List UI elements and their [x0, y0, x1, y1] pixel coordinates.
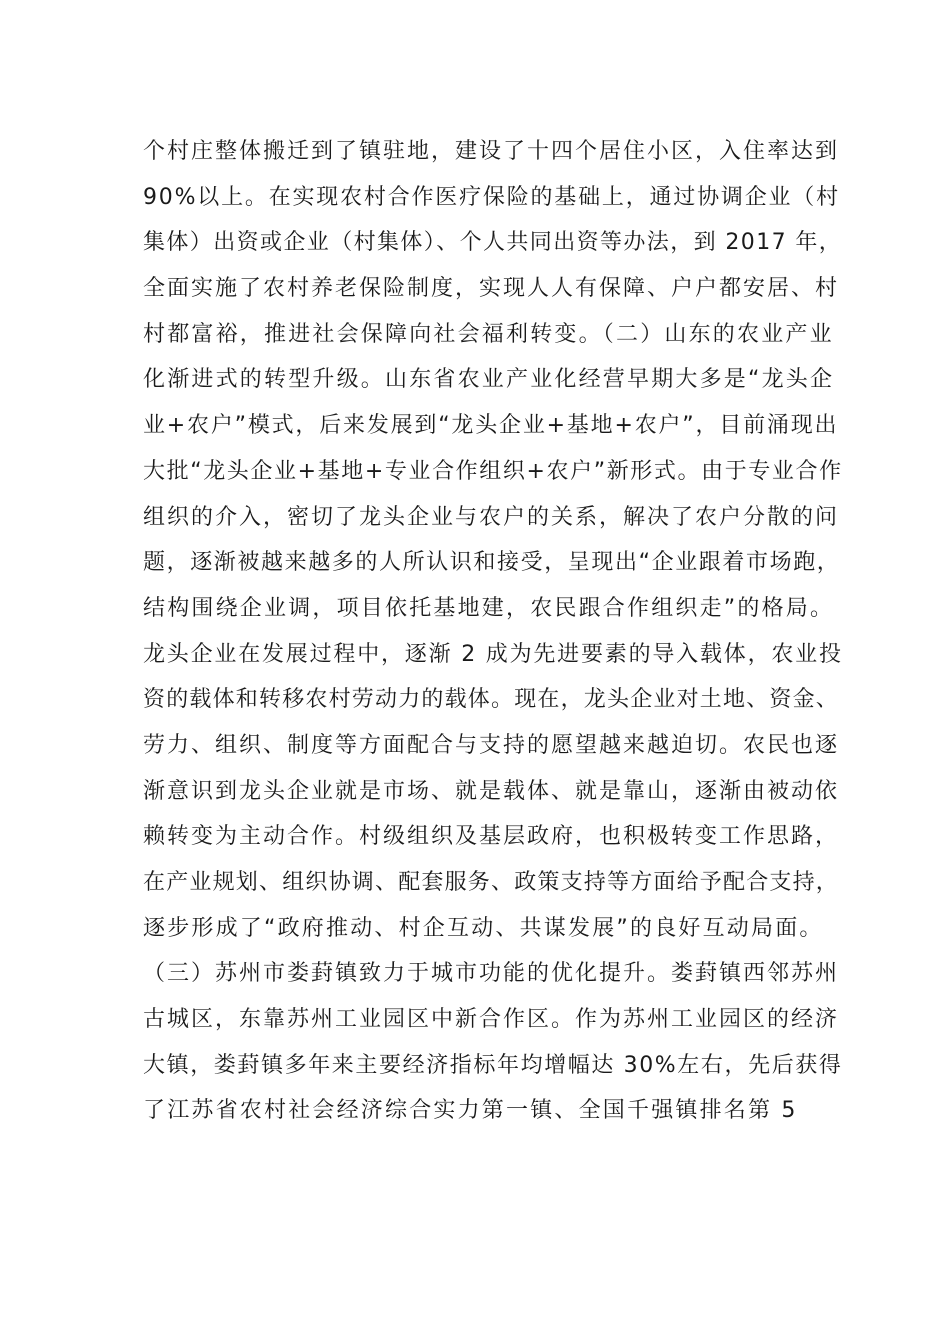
text-line: 龙头企业在发展过程中，逐渐 2 成为先进要素的导入载体，农业投: [143, 641, 843, 667]
text-line: 资的载体和转移农村劳动力的载体。现在，龙头企业对土地、资金、: [143, 687, 840, 713]
text-line: 组织的介入，密切了龙头企业与农户的关系，解决了农户分散的问: [143, 504, 840, 530]
text-line: 化渐进式的转型升级。山东省农业产业化经营早期大多是“龙头企: [143, 367, 835, 393]
text-line: 大镇，娄葑镇多年来主要经济指标年均增幅达 30%左右，先后获得: [143, 1052, 843, 1078]
text-line: 逐步形成了“政府推动、村企互动、共谋发展”的良好互动局面。: [143, 915, 824, 941]
text-line: 业+农户”模式，后来发展到“龙头企业+基地+农户”，目前涌现出: [143, 413, 839, 439]
text-line: 村都富裕，推进社会保障向社会福利转变。（二）山东的农业产业: [143, 321, 834, 347]
text-line: 结构围绕企业调，项目依托基地建，农民跟合作组织走”的格局。: [143, 595, 835, 621]
text-line: 劳力、组织、制度等方面配合与支持的愿望越来越迫切。农民也逐: [143, 732, 840, 758]
text-line: 大批“龙头企业+基地+专业合作组织+农户”新形式。由于专业合作: [143, 458, 843, 484]
text-line: （三）苏州市娄葑镇致力于城市功能的优化提升。娄葑镇西邻苏州: [143, 961, 840, 987]
body-text: [143, 134, 843, 1139]
text-line: 古城区，东靠苏州工业园区中新合作区。作为苏州工业园区的经济: [143, 1007, 840, 1033]
text-line: 赖转变为主动合作。村级组织及基层政府，也积极转变工作思路，: [143, 824, 840, 850]
text-line: 了江苏省农村社会经济综合实力第一镇、全国千强镇排名第 5: [143, 1098, 798, 1124]
text-line: 渐意识到龙头企业就是市场、就是载体、就是靠山，逐渐由被动依: [143, 778, 840, 804]
text-line: 题，逐渐被越来越多的人所认识和接受，呈现出“企业跟着市场跑，: [143, 550, 841, 576]
text-line: 在产业规划、组织协调、配套服务、政策支持等方面给予配合支持，: [143, 870, 840, 895]
text-line: 全面实施了农村养老保险制度，实现人人有保障、户户都安居、村: [143, 276, 840, 302]
text-line: 90%以上。在实现农村合作医疗保险的基础上，通过协调企业（村: [143, 184, 840, 210]
text-line: 个村庄整体搬迁到了镇驻地，建设了十四个居住小区，入住率达到: [143, 139, 840, 164]
text-line: 集体）出资或企业（村集体）、个人共同出资等办法，到 2017 年，: [143, 230, 843, 256]
